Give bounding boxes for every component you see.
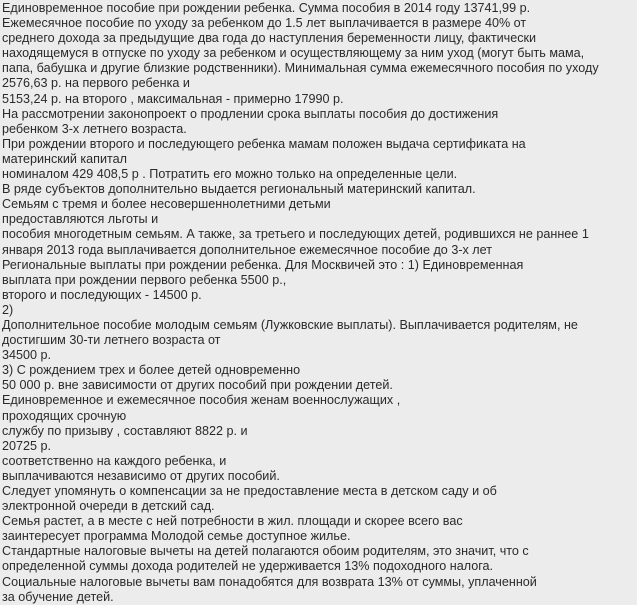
text-line: пособия многодетным семьям. А также, за третьего и последующих детей, родившихся не раннее 1	[2, 227, 589, 242]
text-line: службу по призыву , составляют 8822 р. и	[2, 423, 248, 438]
text-line: На рассмотрении законопроект о продлении срока выплаты пособия до достижения	[2, 106, 499, 121]
text-line: папа, бабушка и другие близкие родственники). Минимальная сумма ежемесячного пособия по уходу	[2, 61, 599, 76]
text-line: предоставляются льготы и	[2, 212, 159, 227]
document-text	[2, 1, 635, 605]
text-line: заинтересует программа Молодой семье доступное жилье.	[2, 529, 351, 544]
text-line: выплата при рождении первого ребенка 5500 р.,	[2, 272, 287, 287]
text-line: Ежемесячное пособие по уходу за ребенком до 1.5 лет выплачивается в размере 40% от	[2, 16, 527, 31]
text-line: соответственно на каждого ребенка, и	[2, 453, 227, 468]
text-line: Социальные налоговые вычеты вам понадобятся для возврата 13% от суммы, уплаченной	[2, 574, 537, 589]
text-line: среднего дохода за предыдущие два года до наступления беременности лицу, фактически	[2, 31, 537, 46]
text-line: второго и последующих - 14500 р.	[2, 287, 202, 302]
text-line: 50 000 р. вне зависимости от других пособий при рождении детей.	[2, 378, 393, 393]
text-line: 20725 р.	[2, 438, 52, 453]
text-line: номиналом 429 408,5 р . Потратить его можно только на определенные цели.	[2, 167, 458, 182]
text-line: находящемуся в отпуске по уходу за ребенком и осуществляющему за ним уход (могут быть мама,	[2, 46, 585, 61]
text-line: Региональные выплаты при рождении ребенка. Для Москвичей это : 1) Единовременная	[2, 257, 524, 272]
text-line: Дополнительное пособие молодым семьям (Лужковские выплаты). Выплачивается родителям, не	[2, 317, 578, 332]
text-line: 2576,63 р. на первого ребенка и	[2, 76, 190, 91]
text-line: 2)	[2, 302, 14, 317]
text-line: Следует упомянуть о компенсации за не предоставление места в детском саду и об	[2, 484, 497, 498]
text-line: проходящих срочную	[2, 408, 127, 423]
text-line: определенной суммы дохода родителей не удерживается 13% подоходного налога.	[2, 559, 494, 574]
text-line: Единовременное и ежемесячное пособия женам военнослужащих ,	[2, 393, 401, 408]
text-line: Семья растет, а в месте с ней потребности в жил. площади и скорее всего вас	[2, 514, 463, 529]
text-line: января 2013 года выплачивается дополнительное ежемесячное пособие до 3-х лет	[2, 242, 493, 257]
text-line: Семьям с тремя и более несовершеннолетними детьми	[2, 197, 331, 212]
text-line: ребенком 3-х летнего возраста.	[2, 121, 187, 136]
text-line: Стандартные налоговые вычеты на детей полагаются обоим родителям, это значит, что с	[2, 544, 529, 559]
text-line: 5153,24 р. на второго , максимальная - примерно 17990 р.	[2, 91, 344, 106]
text-line: материнский капитал	[2, 151, 128, 166]
text-line: При рождении второго и последующего ребенка мамам положен выдача сертификата на	[2, 136, 526, 151]
text-line: Единовременное пособие при рождении ребенка. Сумма пособия в 2014 году 13741,99 р.	[2, 1, 531, 15]
text-line: 34500 р.	[2, 348, 52, 363]
text-line: достигшим 30-ти летнего возраста от	[2, 333, 221, 348]
text-line: 3) С рождением трех и более детей одновременно	[2, 363, 301, 378]
text-line: электронной очереди в детский сад.	[2, 499, 215, 514]
text-line: за обучение детей.	[2, 589, 114, 604]
text-line: В ряде субъектов дополнительно выдается региональный материнский капитал.	[2, 182, 476, 197]
text-line: выплачиваются независимо от других пособий.	[2, 468, 280, 483]
